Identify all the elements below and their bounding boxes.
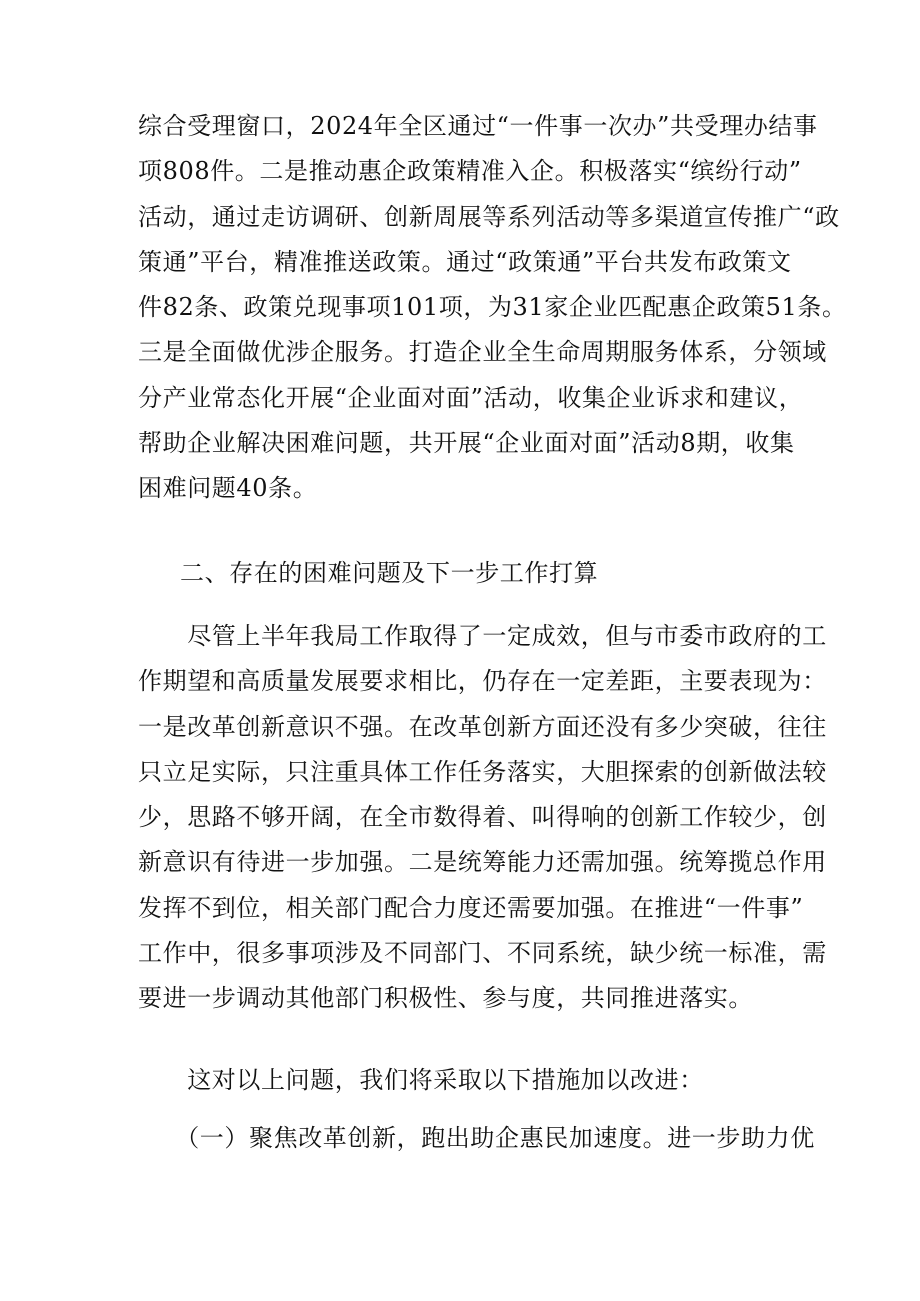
paragraph-line: 要进一步调动其他部门积极性、参与度，共同推进落实。 xyxy=(138,984,753,1013)
section-heading: 二、存在的困难问题及下一步工作打算 xyxy=(180,559,599,587)
paragraph-problems xyxy=(138,614,827,1022)
paragraph-line: 尽管上半年我局工作取得了一定成效，但与市委市政府的工 xyxy=(138,622,827,650)
paragraph-line: （一）聚焦改革创新，跑出助企惠民加速度。进一步助力优 xyxy=(138,1124,815,1152)
paragraph-measure-one xyxy=(138,1116,815,1161)
paragraph-line: 一是改革创新意识不强。在改革创新方面还没有多少突破，往往 xyxy=(138,712,827,741)
paragraph-line: 新意识有待进一步加强。二是统筹能力还需加强。统筹揽总作用 xyxy=(138,848,827,877)
paragraph-line: 发挥不到位，相关部门配合力度还需要加强。在推进“一件事” xyxy=(138,893,804,922)
paragraph-line: 活动，通过走访调研、创新周展等系列活动等多渠道宣传推广“政 xyxy=(138,202,840,231)
paragraph-line: 困难问题40条。 xyxy=(138,474,318,503)
paragraph-line: 件82条、政策兑现事项101项，为31家企业匹配惠企政策51条。 xyxy=(138,293,847,322)
paragraph-measures-intro xyxy=(138,1058,788,1103)
paragraph-line: 这对以上问题，我们将采取以下措施加以改进： xyxy=(138,1066,704,1094)
paragraph-line: 三是全面做优涉企服务。打造企业全生命周期服务体系，分领域 xyxy=(138,338,827,367)
paragraph-line: 综合受理窗口，2024年全区通过“一件事一次办”共受理办结事 xyxy=(138,112,818,140)
paragraph-line: 分产业常态化开展“企业面对面”活动，收集企业诉求和建议， xyxy=(138,383,804,412)
paragraph-line: 项808件。二是推动惠企政策精准入企。积极落实“缤纷行动” xyxy=(138,157,802,186)
paragraph-achievements xyxy=(138,104,847,512)
paragraph-line: 策通”平台，精准推送政策。通过“政策通”平台共发布政策文 xyxy=(138,247,792,276)
paragraph-line: 只立足实际，只注重具体工作任务落实，大胆探索的创新做法较 xyxy=(138,757,827,786)
paragraph-line: 帮助企业解决困难问题，共开展“企业面对面”活动8期，收集 xyxy=(138,429,795,458)
paragraph-line: 少，思路不够开阔，在全市数得着、叫得响的创新工作较少，创 xyxy=(138,803,827,832)
paragraph-line: 工作中，很多事项涉及不同部门、不同系统，缺少统一标准，需 xyxy=(138,939,827,968)
paragraph-line: 作期望和高质量发展要求相比，仍存在一定差距，主要表现为： xyxy=(138,667,827,696)
